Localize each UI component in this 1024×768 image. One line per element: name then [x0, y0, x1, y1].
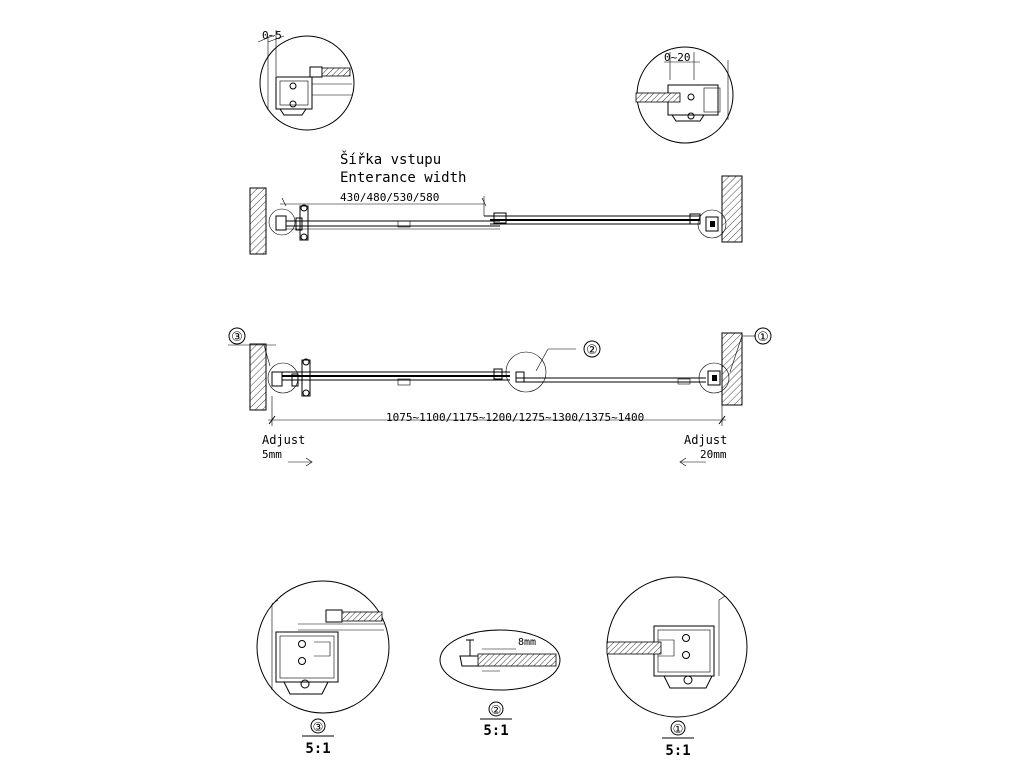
wall-right-top — [722, 176, 742, 242]
callout-two-label: ② — [586, 343, 598, 358]
adjust-left-title: Adjust — [262, 433, 306, 447]
adjust-left-value: 5mm — [262, 448, 282, 461]
overall-width-label: 1075~1100/1175~1200/1275~1300/1375~1400 — [386, 411, 645, 424]
wall-left-mid — [250, 344, 266, 410]
entrance-width-en: Enterance width — [340, 170, 467, 186]
detail-circle-top-left — [258, 30, 354, 130]
glass-thickness-label: 8mm — [518, 637, 537, 648]
detail-one-marker: ① — [672, 722, 684, 736]
gap-label-top-left: 0~5 — [262, 29, 282, 42]
detail-three-scale: 5:1 — [305, 741, 331, 757]
wall-right-mid — [722, 333, 742, 405]
detail-view-two — [440, 630, 560, 690]
detail-three-marker: ③ — [312, 720, 324, 734]
detail-view-one — [607, 577, 747, 717]
detail-view-three — [257, 581, 389, 713]
detail-two-marker: ② — [490, 703, 502, 717]
wall-left-top — [250, 188, 266, 254]
detail-one-scale: 5:1 — [665, 743, 691, 759]
gap-label-top-right: 0~20 — [664, 51, 691, 64]
plan-view-closed — [228, 333, 756, 466]
callout-one-label: ① — [757, 330, 769, 345]
entrance-width-cz: Šířka vstupu — [340, 152, 442, 168]
adjust-right-value: 20mm — [700, 448, 727, 461]
detail-two-scale: 5:1 — [483, 723, 509, 739]
plan-view-open — [250, 176, 742, 254]
entrance-width-values: 430/480/530/580 — [340, 191, 440, 204]
callout-three-label: ③ — [231, 330, 243, 345]
adjust-right-title: Adjust — [684, 433, 728, 447]
